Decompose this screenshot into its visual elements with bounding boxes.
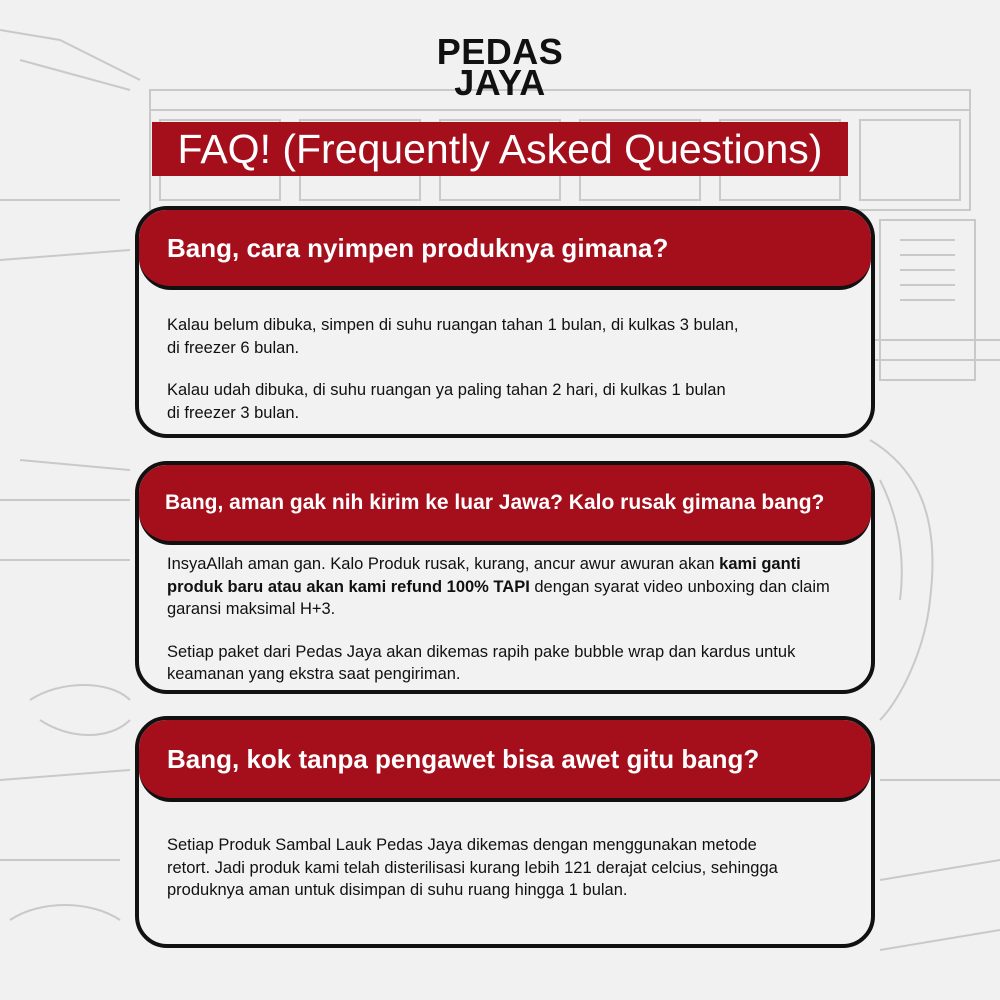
faq-answer-preservative bbox=[139, 802, 871, 902]
faq-question-shipping[interactable] bbox=[139, 465, 871, 545]
brand-logo-line1: PEDAS bbox=[436, 31, 564, 72]
faq-answer-shipping bbox=[139, 545, 871, 686]
faq-answer-paragraph: Kalau belum dibuka, simpen di suhu ruangan tahan 1 bulan, di kulkas 3 bulan, di freezer 6 bulan. bbox=[167, 316, 739, 357]
faq-card-storage bbox=[135, 206, 875, 438]
faq-card-shipping bbox=[135, 461, 875, 694]
faq-answer-paragraph bbox=[167, 553, 857, 621]
page-title: FAQ! (Frequently Asked Questions) bbox=[152, 122, 848, 176]
brand-logo-line2: JAYA bbox=[454, 62, 546, 103]
faq-answer-emphasis: kami ganti produk baru atau akan kami refund 100% TAPI bbox=[167, 555, 801, 596]
faq-question-text: Bang, aman gak nih kirim ke luar Jawa? Kalo rusak gimana bang? bbox=[165, 491, 825, 514]
faq-question-storage[interactable] bbox=[139, 210, 871, 290]
brand-logo bbox=[0, 31, 1000, 103]
faq-card-preservative bbox=[135, 716, 875, 948]
faq-question-text: Bang, kok tanpa pengawet bisa awet gitu bang? bbox=[167, 744, 760, 774]
faq-question-preservative[interactable] bbox=[139, 720, 871, 802]
faq-answer-storage bbox=[139, 290, 871, 424]
faq-answer-paragraph: Setiap Produk Sambal Lauk Pedas Jaya dikemas dengan menggunakan metode retort. Jadi produk kami telah disterilisasi kurang lebih 121 derajat celcius, sehingga produknya aman untuk disimpan di suhu ruang hingga 1 bulan. bbox=[167, 836, 778, 899]
faq-question-text: Bang, cara nyimpen produknya gimana? bbox=[167, 233, 669, 263]
faq-answer-text: InsyaAllah aman gan. Kalo Produk rusak, kurang, ancur awur awuran akan bbox=[167, 555, 720, 573]
faq-answer-paragraph: Setiap paket dari Pedas Jaya akan dikemas rapih pake bubble wrap dan kardus untuk keamanan yang ekstra saat pengiriman. bbox=[167, 642, 796, 683]
faq-answer-paragraph: Kalau udah dibuka, di suhu ruangan ya paling tahan 2 hari, di kulkas 1 bulan di freezer 3 bulan. bbox=[167, 381, 726, 422]
faq-answer-text: dengan syarat video unboxing dan claim garansi maksimal H+3. bbox=[167, 577, 830, 618]
